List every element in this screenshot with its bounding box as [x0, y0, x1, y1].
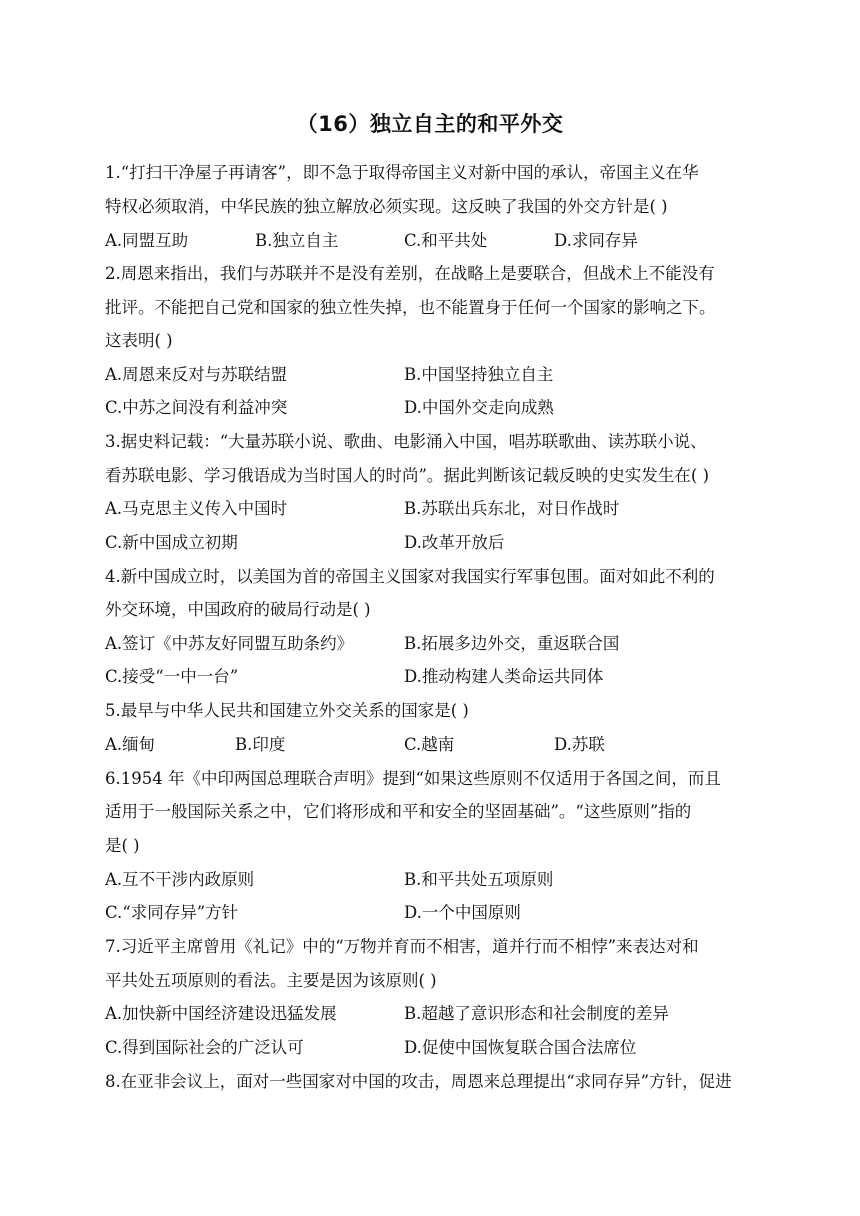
question-2-option-b: B.中国坚持独立自主	[404, 365, 554, 384]
question-1-line-2: 特权必须取消，中华民族的独立解放必须实现。这反映了我国的外交方针是( )	[105, 197, 668, 216]
question-7-option-c: C.得到国际社会的广泛认可	[105, 1038, 304, 1057]
question-8-line-1: 8.在亚非会议上，面对一些国家对中国的攻击，周恩来总理提出“求同存异”方针，促进	[105, 1072, 732, 1091]
question-5-line-1: 5.最早与中华人民共和国建立外交关系的国家是( )	[105, 701, 469, 720]
question-6-option-a: A.互不干涉内政原则	[105, 870, 255, 889]
question-6-line-2: 适用于一般国际关系之中，它们将形成和平和安全的坚固基础”。“这些原则”指的	[105, 802, 692, 821]
question-2-line-2: 批评。不能把自己党和国家的独立性失掉，也不能置身于任何一个国家的影响之下。	[105, 298, 716, 317]
question-2-option-a: A.周恩来反对与苏联结盟	[105, 365, 288, 384]
question-1-option-b: B.独立自主	[255, 231, 339, 250]
question-4-option-d: D.推动构建人类命运共同体	[404, 667, 604, 686]
question-1-option-a: A.同盟互助	[105, 231, 189, 250]
question-4-option-c: C.接受“一中一台”	[105, 667, 239, 686]
question-5-option-a: A.缅甸	[105, 735, 156, 754]
question-4-line-2: 外交环境，中国政府的破局行动是( )	[105, 600, 371, 619]
question-1-line-1: 1.“打扫干净屋子再请客”，即不急于取得帝国主义对新中国的承认，帝国主义在华	[105, 163, 699, 182]
page-title: （16）独立自主的和平外交	[296, 112, 564, 136]
question-3-line-1: 3.据史料记载：“大量苏联小说、歌曲、电影涌入中国，唱苏联歌曲、读苏联小说、	[105, 432, 707, 451]
question-6-option-c: C.“求同存异”方针	[105, 903, 239, 922]
question-3-option-a: A.马克思主义传入中国时	[105, 499, 288, 518]
question-4-option-a: A.签订《中苏友好同盟互助条约》	[105, 634, 354, 653]
question-6-option-b: B.和平共处五项原则	[404, 870, 554, 889]
question-6-line-1: 6.1954 年《中印两国总理联合声明》提到“如果这些原则不仅适用于各国之间，而且	[105, 769, 721, 788]
question-6-line-3: 是( )	[105, 836, 140, 855]
question-2-option-c: C.中苏之间没有利益冲突	[105, 398, 288, 417]
question-7-option-a: A.加快新中国经济建设迅猛发展	[105, 1004, 337, 1023]
question-3-option-c: C.新中国成立初期	[105, 533, 238, 552]
question-7-line-2: 平共处五项原则的看法。主要是因为该原则( )	[105, 971, 437, 990]
question-7-option-d: D.促使中国恢复联合国合法席位	[404, 1038, 637, 1057]
question-3-option-b: B.苏联出兵东北，对日作战时	[404, 499, 620, 518]
question-1-option-d: D.求同存异	[554, 231, 638, 250]
question-4-line-1: 4.新中国成立时，以美国为首的帝国主义国家对我国实行军事包围。面对如此不利的	[105, 567, 715, 586]
question-3-line-2: 看苏联电影、学习俄语成为当时国人的时尚”。据此判断该记载反映的史实发生在( )	[105, 466, 710, 485]
question-2-option-d: D.中国外交走向成熟	[404, 398, 554, 417]
question-5-option-c: C.越南	[404, 735, 455, 754]
question-2-line-1: 2.周恩来指出，我们与苏联并不是没有差别，在战略上是要联合，但战术上不能没有	[105, 264, 715, 283]
question-1-option-c: C.和平共处	[404, 231, 488, 250]
question-4-option-b: B.拓展多边外交，重返联合国	[404, 634, 620, 653]
question-6-option-d: D.一个中国原则	[404, 903, 521, 922]
question-3-option-d: D.改革开放后	[404, 533, 505, 552]
question-5-option-d: D.苏联	[554, 735, 605, 754]
question-7-line-1: 7.习近平主席曾用《礼记》中的“万物并育而不相害，道并行而不相悖”来表达对和	[105, 937, 699, 956]
question-5-option-b: B.印度	[235, 735, 286, 754]
question-2-line-3: 这表明( )	[105, 331, 173, 350]
question-7-option-b: B.超越了意识形态和社会制度的差异	[404, 1004, 669, 1023]
